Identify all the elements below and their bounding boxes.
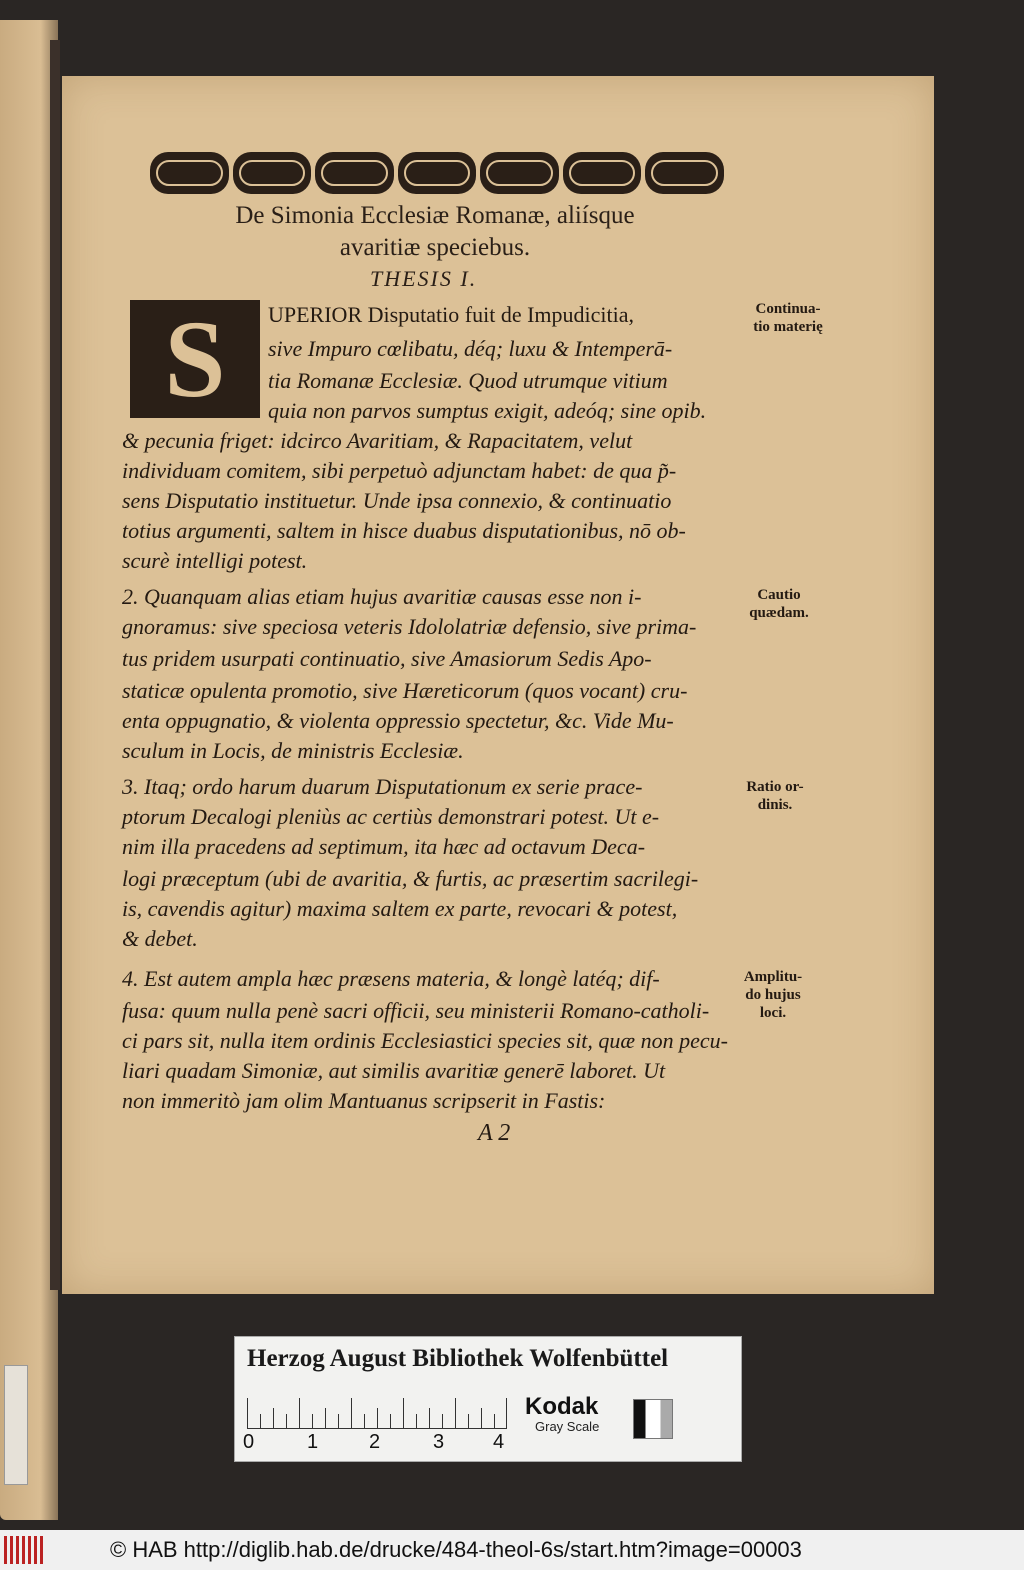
title-line-2: avaritiæ speciebus. bbox=[339, 234, 531, 261]
text-line: individuam comitem, sibi perpetuò adjunctam habet: de qua p̃- bbox=[122, 458, 677, 483]
ornament-tile bbox=[150, 152, 229, 194]
ruler-tick bbox=[506, 1398, 507, 1428]
text-line: & pecunia friget: idcirco Avaritiam, & Rapacitatem, velut bbox=[122, 428, 633, 453]
ruler-number: 1 bbox=[307, 1431, 319, 1453]
footer-url[interactable]: © HAB http://diglib.hab.de/drucke/484-theol-6s/start.htm?image=00003 bbox=[110, 1537, 802, 1562]
text-line: logi præceptum (ubi de avaritia, & furtis, ac præsertim sacrilegi- bbox=[122, 866, 699, 891]
text-line: & debet. bbox=[122, 926, 198, 951]
margin-note-line: quædam. bbox=[749, 605, 809, 621]
text-line: scurè intelligi potest. bbox=[122, 548, 308, 573]
ruler-number: 4 bbox=[493, 1431, 505, 1453]
ruler-tick bbox=[247, 1398, 248, 1428]
ruler-tick bbox=[494, 1414, 495, 1428]
text-line: quia non parvos sumptus exigit, adeóq; sine opib. bbox=[268, 398, 707, 423]
margin-note bbox=[726, 968, 820, 1022]
library-color-card bbox=[234, 1336, 742, 1462]
text-line: staticæ opulenta promotio, sive Hæreticorum (quos vocant) cru- bbox=[122, 678, 688, 703]
text-line: non immeritò jam olim Mantuanus scripserit in Fastis: bbox=[122, 1088, 606, 1113]
ruler-tick bbox=[338, 1414, 339, 1428]
initial-letter: S bbox=[164, 298, 226, 420]
text-line: ptorum Decalogi pleniùs ac certiùs demonstrari potest. Ut e- bbox=[122, 804, 660, 829]
text-line: gnoramus: sive speciosa veteris Idololatriæ defensio, sive prima- bbox=[122, 614, 697, 639]
margin-note bbox=[730, 778, 820, 814]
text-line: tus pridem usurpati continuatio, sive Amasiorum Sedis Apo- bbox=[122, 646, 652, 671]
ornament-tile bbox=[315, 152, 394, 194]
ruler-number: 3 bbox=[433, 1431, 445, 1453]
ornament-tile bbox=[645, 152, 724, 194]
page-signature: A 2 bbox=[478, 1120, 511, 1146]
ornament-tile bbox=[233, 152, 312, 194]
ruler-scale bbox=[247, 1393, 507, 1429]
page-gutter bbox=[50, 40, 60, 1290]
margin-note-line: loci. bbox=[759, 1005, 787, 1021]
title-line-1: De Simonia Ecclesiæ Romanæ, aliísque bbox=[235, 202, 635, 229]
text-line: 3. Itaq; ordo harum duarum Disputationum ex serie prace- bbox=[122, 774, 643, 799]
ruler-tick bbox=[260, 1414, 261, 1428]
thesis-heading: THESIS I. bbox=[370, 266, 478, 291]
footer-bar bbox=[0, 1530, 1024, 1570]
gray-scale-label: Gray Scale bbox=[535, 1419, 600, 1434]
library-name: Herzog August Bibliothek Wolfenbüttel bbox=[247, 1345, 669, 1372]
shelf-label bbox=[4, 1365, 28, 1485]
text-line: sive Impuro cœlibatu, déq; luxu & Intemperā- bbox=[268, 336, 673, 361]
margin-note bbox=[734, 586, 824, 622]
ruler-tick bbox=[390, 1414, 391, 1428]
ornament-tile bbox=[563, 152, 642, 194]
text-line: liari quadam Simoniæ, aut similis avaritiæ generē laboret. Ut bbox=[122, 1058, 666, 1083]
ruler-tick bbox=[429, 1408, 430, 1428]
margin-note-line: do hujus bbox=[745, 987, 801, 1003]
ruler-tick bbox=[481, 1408, 482, 1428]
margin-note-line: Continua- bbox=[755, 301, 821, 317]
text-line: sculum in Locis, de ministris Ecclesiæ. bbox=[122, 738, 464, 763]
text-line: 2. Quanquam alias etiam hujus avaritiæ causas esse non i- bbox=[122, 584, 642, 609]
chapter-title bbox=[200, 200, 670, 264]
margin-note-line: Amplitu- bbox=[743, 969, 803, 985]
ruler-number: 0 bbox=[243, 1431, 255, 1453]
text-line: 4. Est autem ampla hæc præsens materia, & longè latéq; dif- bbox=[122, 966, 660, 991]
ruler-tick bbox=[416, 1414, 417, 1428]
text-line: fusa: quum nulla penè sacri officii, seu ministerii Romano-catholi- bbox=[122, 998, 710, 1023]
text-line: enta oppugnatio, & violenta oppressio spectetur, &c. Vide Mu- bbox=[122, 708, 674, 733]
text-line: ci pars sit, nulla item ordinis Ecclesiastici species sit, quæ non pecu- bbox=[122, 1028, 728, 1053]
ruler-tick bbox=[364, 1414, 365, 1428]
text-line: nim illa pracedens ad septimum, ita hæc ad octavum Deca- bbox=[122, 834, 646, 859]
ruler-tick bbox=[312, 1414, 313, 1428]
text-line: tia Romanæ Ecclesiæ. Quod utrumque vitium bbox=[268, 368, 668, 393]
ruler-tick bbox=[455, 1398, 456, 1428]
ornament-tile bbox=[398, 152, 477, 194]
margin-note-line: Cautio bbox=[757, 587, 801, 603]
ruler-tick bbox=[325, 1408, 326, 1428]
margin-note bbox=[738, 300, 838, 336]
ruler-number: 2 bbox=[369, 1431, 381, 1453]
ruler-tick bbox=[377, 1408, 378, 1428]
margin-note-line: dinis. bbox=[757, 797, 793, 813]
ruler-tick bbox=[403, 1398, 404, 1428]
ruler-tick bbox=[286, 1414, 287, 1428]
text-line: totius argumenti, saltem in hisce duabus disputationibus, nō ob- bbox=[122, 518, 686, 543]
ruler-tick bbox=[468, 1414, 469, 1428]
hab-logo-icon bbox=[4, 1536, 44, 1564]
text-line: is, cavendis agitur) maxima saltem ex parte, revocari & potest, bbox=[122, 896, 678, 921]
gray-swatch bbox=[633, 1399, 673, 1439]
header-ornament bbox=[150, 152, 724, 194]
decorated-initial bbox=[130, 300, 260, 418]
text-line: sens Disputatio instituetur. Unde ipsa connexio, & continuatio bbox=[122, 488, 672, 513]
ornament-tile bbox=[480, 152, 559, 194]
text-line: UPERIOR Disputatio fuit de Impudicitia, bbox=[268, 302, 635, 327]
ruler-tick bbox=[351, 1398, 352, 1428]
ruler-tick bbox=[273, 1408, 274, 1428]
margin-note-line: Ratio or- bbox=[746, 779, 804, 795]
ruler-tick bbox=[442, 1414, 443, 1428]
ruler-tick bbox=[299, 1398, 300, 1428]
margin-note-line: tio materię bbox=[753, 319, 823, 335]
kodak-logo: Kodak bbox=[525, 1393, 599, 1420]
